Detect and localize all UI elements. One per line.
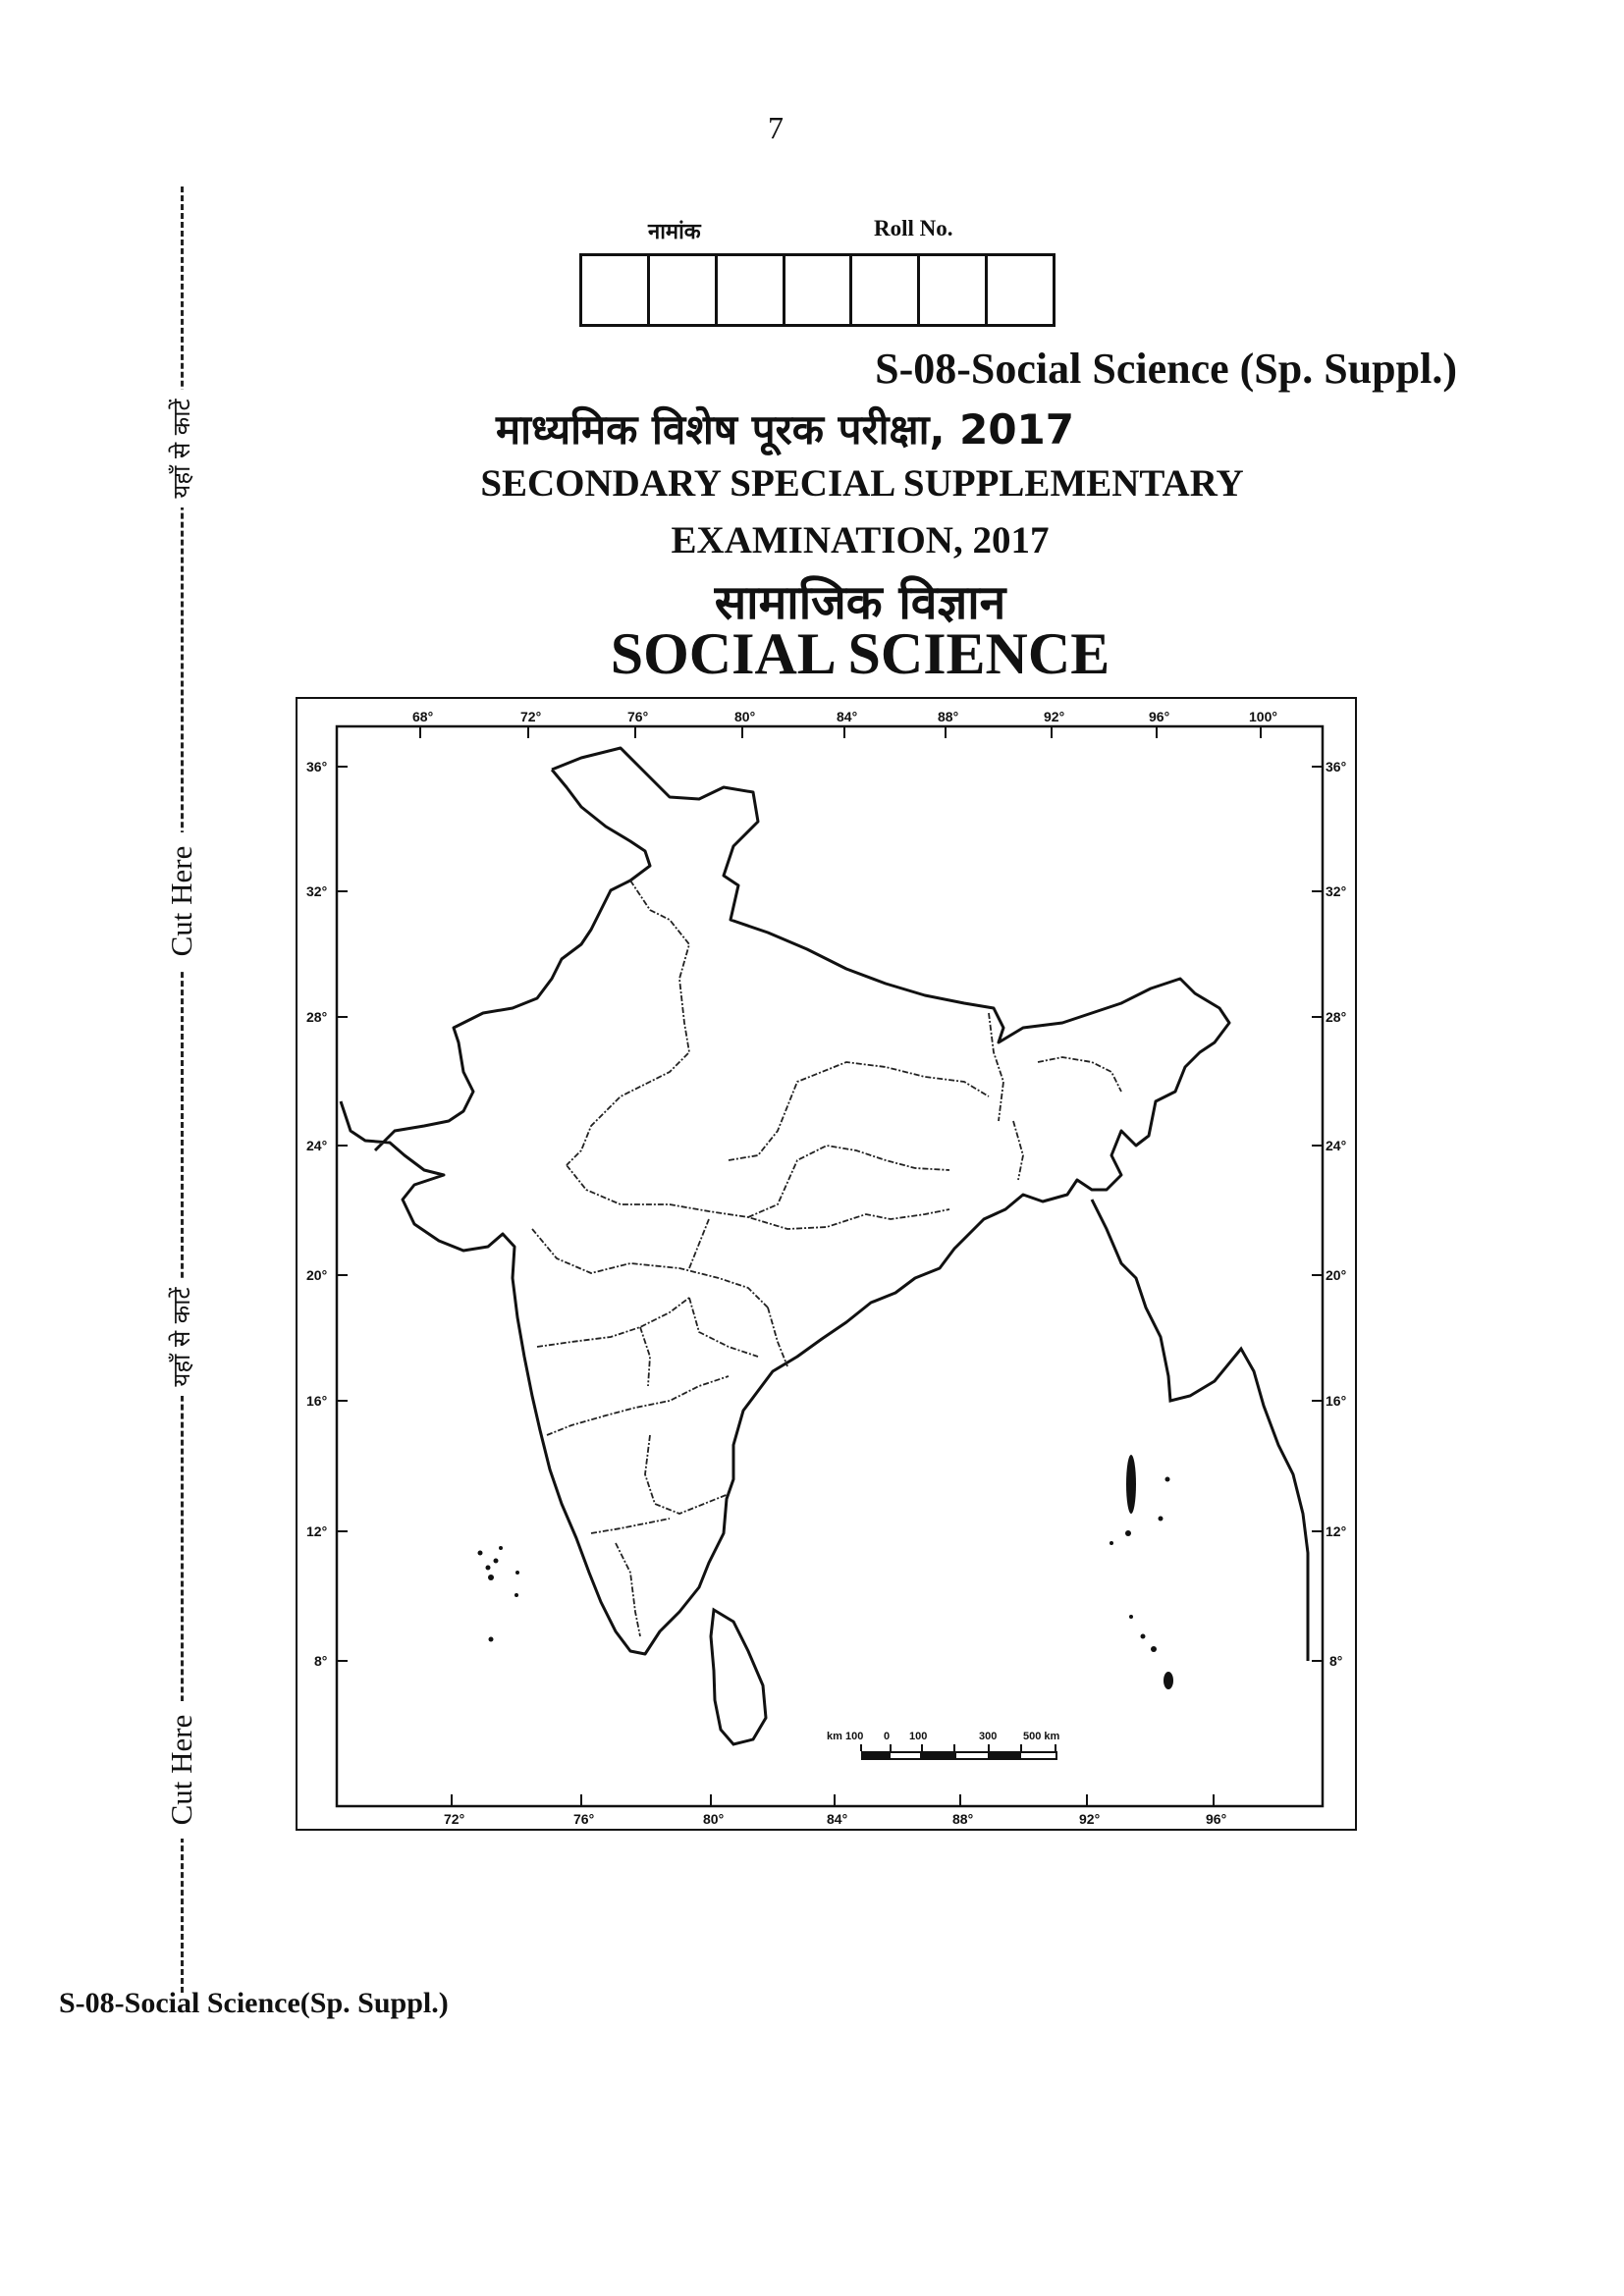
cut-here-label-hindi: यहाँ से काटें <box>165 390 198 507</box>
sri-lanka-outline <box>711 1610 766 1744</box>
latitude-label: 28° <box>306 1009 328 1025</box>
longitude-label: 80° <box>734 709 756 724</box>
cut-here-label: Cut Here <box>164 832 199 970</box>
latitude-label: 32° <box>1326 883 1347 899</box>
india-outline-map <box>296 697 1357 1831</box>
bottom-longitude-labels <box>444 1811 1226 1827</box>
latitude-label: 32° <box>306 883 328 899</box>
roll-number-cell[interactable] <box>582 256 650 324</box>
latitude-labels-left <box>306 759 327 1669</box>
scale-label: km 100 <box>827 1731 864 1742</box>
exam-title-line-1: SECONDARY SPECIAL SUPPLEMENTARY <box>480 462 1244 505</box>
longitude-label: 76° <box>627 709 649 724</box>
longitude-label: 92° <box>1044 709 1065 724</box>
cut-here-label-hindi: यहाँ से काटें <box>165 1278 198 1396</box>
latitude-label: 24° <box>306 1138 328 1153</box>
latitude-label: 8° <box>1329 1653 1343 1669</box>
longitude-label: 96° <box>1149 709 1170 724</box>
longitude-label: 96° <box>1206 1811 1227 1827</box>
latitude-labels-right <box>1326 759 1346 1669</box>
latitude-label: 16° <box>1326 1393 1347 1409</box>
cut-here-label: Cut Here <box>164 1701 199 1839</box>
bottom-longitude-ticks <box>452 1794 1214 1806</box>
longitude-label: 88° <box>952 1811 974 1827</box>
roll-number-label: Roll No. <box>874 216 953 240</box>
longitude-label: 72° <box>444 1811 465 1827</box>
roll-number-boxes <box>579 253 1056 327</box>
map-inner-frame <box>337 726 1323 1806</box>
longitude-label: 84° <box>837 709 858 724</box>
longitude-label: 76° <box>573 1811 595 1827</box>
roll-number-cell[interactable] <box>920 256 988 324</box>
longitude-label: 68° <box>412 709 434 724</box>
latitude-label: 36° <box>1326 759 1347 774</box>
footer-paper-code: S-08-Social Science(Sp. Suppl.) <box>59 1987 449 2019</box>
latitude-label: 20° <box>306 1267 328 1283</box>
latitude-label: 24° <box>1326 1138 1347 1153</box>
scale-bar <box>827 1731 1060 1760</box>
exam-title-line-2: EXAMINATION, 2017 <box>671 519 1050 561</box>
eastern-coastline <box>1092 1200 1308 1661</box>
island-dots <box>478 1455 1174 1689</box>
scale-label: 100 <box>909 1731 928 1742</box>
latitude-label: 20° <box>1326 1267 1347 1283</box>
paper-code-title: S-08-Social Science (Sp. Suppl.) <box>875 345 1457 393</box>
scale-label: 500 km <box>1023 1731 1060 1742</box>
longitude-label: 72° <box>520 709 542 724</box>
roll-number-cell[interactable] <box>988 256 1053 324</box>
subject-title: SOCIAL SCIENCE <box>610 621 1110 686</box>
latitude-label: 16° <box>306 1393 328 1409</box>
longitude-label: 100° <box>1249 709 1277 724</box>
longitude-label: 92° <box>1079 1811 1101 1827</box>
latitude-label: 36° <box>306 759 328 774</box>
subject-title-hindi: सामाजिक विज्ञान <box>714 575 1006 630</box>
latitude-label: 12° <box>306 1523 328 1539</box>
latitude-label: 8° <box>314 1653 328 1669</box>
longitude-label: 80° <box>703 1811 725 1827</box>
exam-title-hindi: माध्यमिक विशेष पूरक परीक्षा, 2017 <box>496 405 1074 454</box>
roll-number-cell[interactable] <box>852 256 920 324</box>
roll-number-cell[interactable] <box>785 256 853 324</box>
latitude-ticks <box>337 767 1323 1661</box>
scale-label: 0 <box>884 1731 891 1742</box>
longitude-label: 84° <box>827 1811 848 1827</box>
top-longitude-ticks <box>420 726 1261 738</box>
roll-number-cell[interactable] <box>718 256 785 324</box>
page-number: 7 <box>768 110 784 145</box>
longitude-label: 88° <box>938 709 959 724</box>
scale-label: 300 <box>979 1731 998 1742</box>
map-canvas <box>298 699 1359 1833</box>
india-outline <box>341 748 1229 1654</box>
latitude-label: 28° <box>1326 1009 1347 1025</box>
state-boundaries <box>532 881 1121 1636</box>
roll-number-label-hindi: नामांक <box>648 220 701 244</box>
latitude-label: 12° <box>1326 1523 1347 1539</box>
top-longitude-labels <box>412 709 1277 724</box>
roll-number-cell[interactable] <box>650 256 718 324</box>
